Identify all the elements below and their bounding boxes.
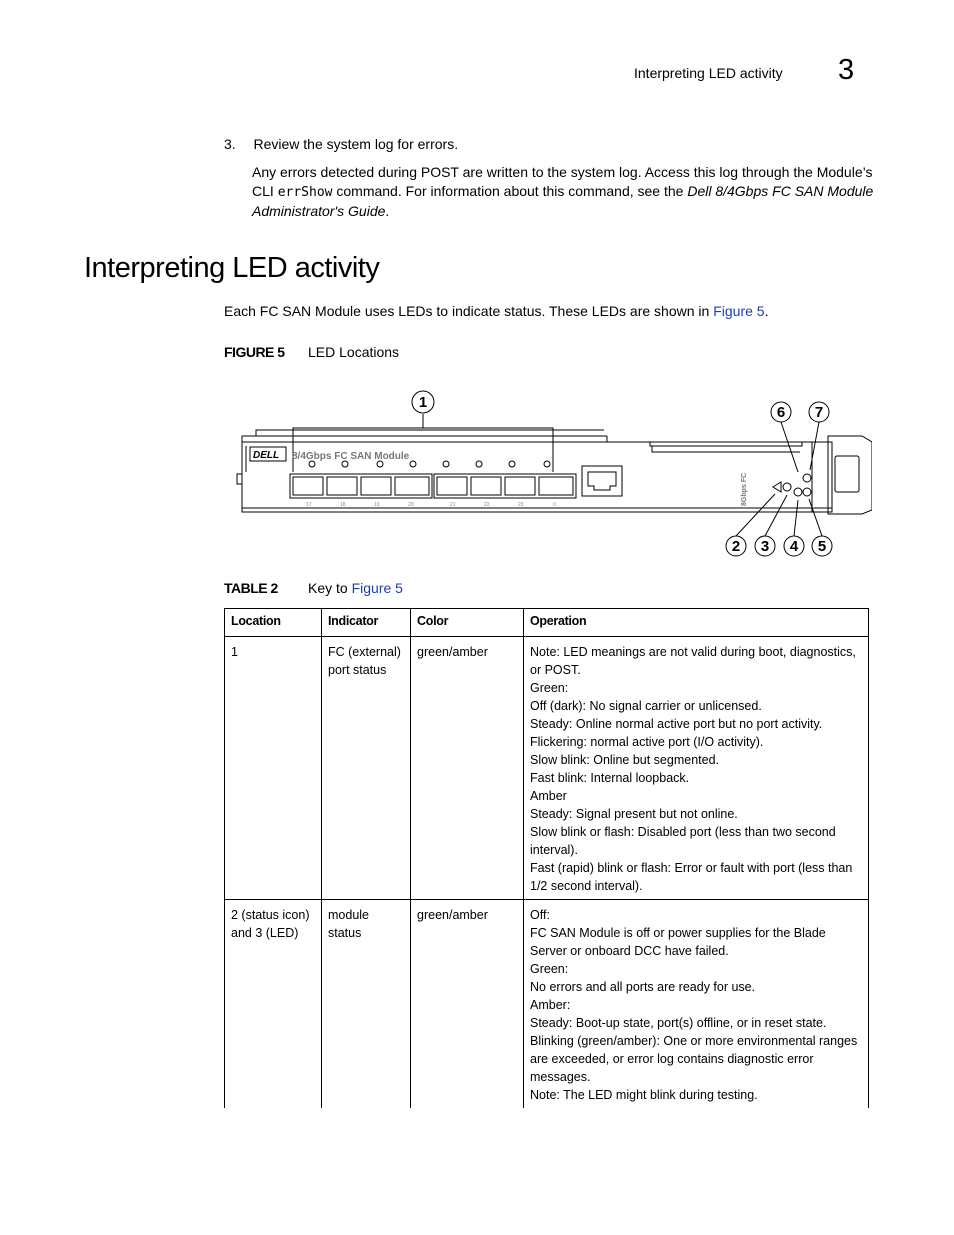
callout-6: 6 [776, 404, 786, 421]
figure-title: LED Locations [308, 344, 400, 360]
port-number: 21 [450, 502, 456, 508]
table-caption [224, 580, 403, 596]
port-number: 23 [518, 502, 524, 508]
intro-end: . [764, 303, 769, 319]
operation-line: Off: [530, 908, 550, 922]
operation-line: Fast blink: Internal loopback. [530, 771, 690, 785]
operation-line: Green: [530, 962, 569, 976]
section-heading: Interpreting LED activity [84, 252, 380, 284]
cell-indicator: module status [322, 900, 411, 1109]
intro-paragraph [224, 303, 768, 319]
led-key-table [224, 608, 869, 1108]
table-row [225, 900, 869, 1109]
operation-line: Steady: Online normal active port but no port activity. [530, 717, 823, 731]
figure-label: FIGURE 5 [224, 344, 285, 360]
header-location: Location [225, 609, 322, 637]
callout-1: 1 [418, 394, 428, 411]
step-body [252, 163, 882, 221]
dell-logo: DELL [253, 450, 280, 461]
port-number: 20 [408, 502, 414, 508]
cell-operation [524, 900, 869, 1109]
operation-line: Slow blink: Online but segmented. [530, 753, 719, 767]
operation-line: Flickering: normal active port (I/O activity). [530, 735, 764, 749]
header-operation: Operation [524, 609, 869, 637]
callout-3: 3 [760, 538, 770, 555]
port-number: 0 [553, 502, 556, 508]
operation-line: Amber: [530, 998, 571, 1012]
step-label: Review the system log for errors. [253, 136, 459, 152]
table-header-row [225, 609, 869, 637]
port-number: 19 [374, 502, 380, 508]
step-body-end: . [385, 203, 390, 219]
operation-line: Note: LED meanings are not valid during boot, diagnostics, or POST. [530, 645, 856, 677]
side-label: 8Gbps FC [741, 472, 748, 506]
figure-caption [224, 344, 399, 360]
module-name-label: 8/4Gbps FC SAN Module [292, 451, 410, 462]
intro-text: Each FC SAN Module uses LEDs to indicate status. These LEDs are shown in [224, 303, 714, 319]
operation-line: FC SAN Module is off or power supplies for the Blade Server or onboard DCC have failed. [530, 926, 826, 958]
cell-location: 1 [225, 637, 322, 900]
operation-line: Blinking (green/amber): One or more environmental ranges are exceeded, or error log contains diagnostic error messages. [530, 1034, 858, 1084]
cell-indicator: FC (external) port status [322, 637, 411, 900]
led-locations-figure [232, 384, 872, 564]
step-body-text: Any errors detected during POST are written to the system log. Access this log through the Module’s CLI [252, 164, 873, 199]
operation-line: Green: [530, 681, 569, 695]
port-number: 17 [306, 502, 312, 508]
callout-7: 7 [814, 404, 824, 421]
operation-line: Fast (rapid) blink or flash: Error or fault with port (less than 1/2 second interval). [530, 861, 853, 893]
port-number: 22 [484, 502, 490, 508]
step-body-text-2: command. For information about this command, see the [332, 183, 688, 199]
operation-line: Off (dark): No signal carrier or unlicensed. [530, 699, 762, 713]
header-color: Color [411, 609, 524, 637]
table-row [225, 637, 869, 900]
cell-operation [524, 637, 869, 900]
chapter-number: 3 [838, 54, 855, 86]
operation-line: No errors and all ports are ready for use. [530, 980, 756, 994]
figure-link[interactable]: Figure 5 [713, 303, 765, 319]
header-indicator: Indicator [322, 609, 411, 637]
cell-location: 2 (status icon) and 3 (LED) [225, 900, 322, 1109]
callout-2: 2 [731, 538, 741, 555]
operation-line: Amber [530, 789, 567, 803]
operation-line: Steady: Signal present but not online. [530, 807, 738, 821]
step-item [224, 136, 458, 152]
callout-5: 5 [817, 538, 827, 555]
running-header-title: Interpreting LED activity [634, 65, 783, 81]
table-label: TABLE 2 [224, 580, 278, 596]
cell-color: green/amber [411, 900, 524, 1109]
operation-line: Note: The LED might blink during testing. [530, 1088, 758, 1102]
operation-line: Steady: Boot-up state, port(s) offline, or in reset state. [530, 1016, 827, 1030]
table-figure-link[interactable]: Figure 5 [351, 580, 403, 596]
callout-4: 4 [789, 538, 799, 555]
step-number: 3. [224, 136, 236, 152]
guide-title: Dell 8/4Gbps FC SAN Module Administrator's Guide [252, 183, 874, 219]
cell-color: green/amber [411, 637, 524, 900]
port-number: 18 [340, 502, 346, 508]
operation-line: Slow blink or flash: Disabled port (less than two second interval). [530, 825, 836, 857]
table-title-prefix: Key to [308, 580, 352, 596]
cli-command: errShow [277, 185, 333, 200]
